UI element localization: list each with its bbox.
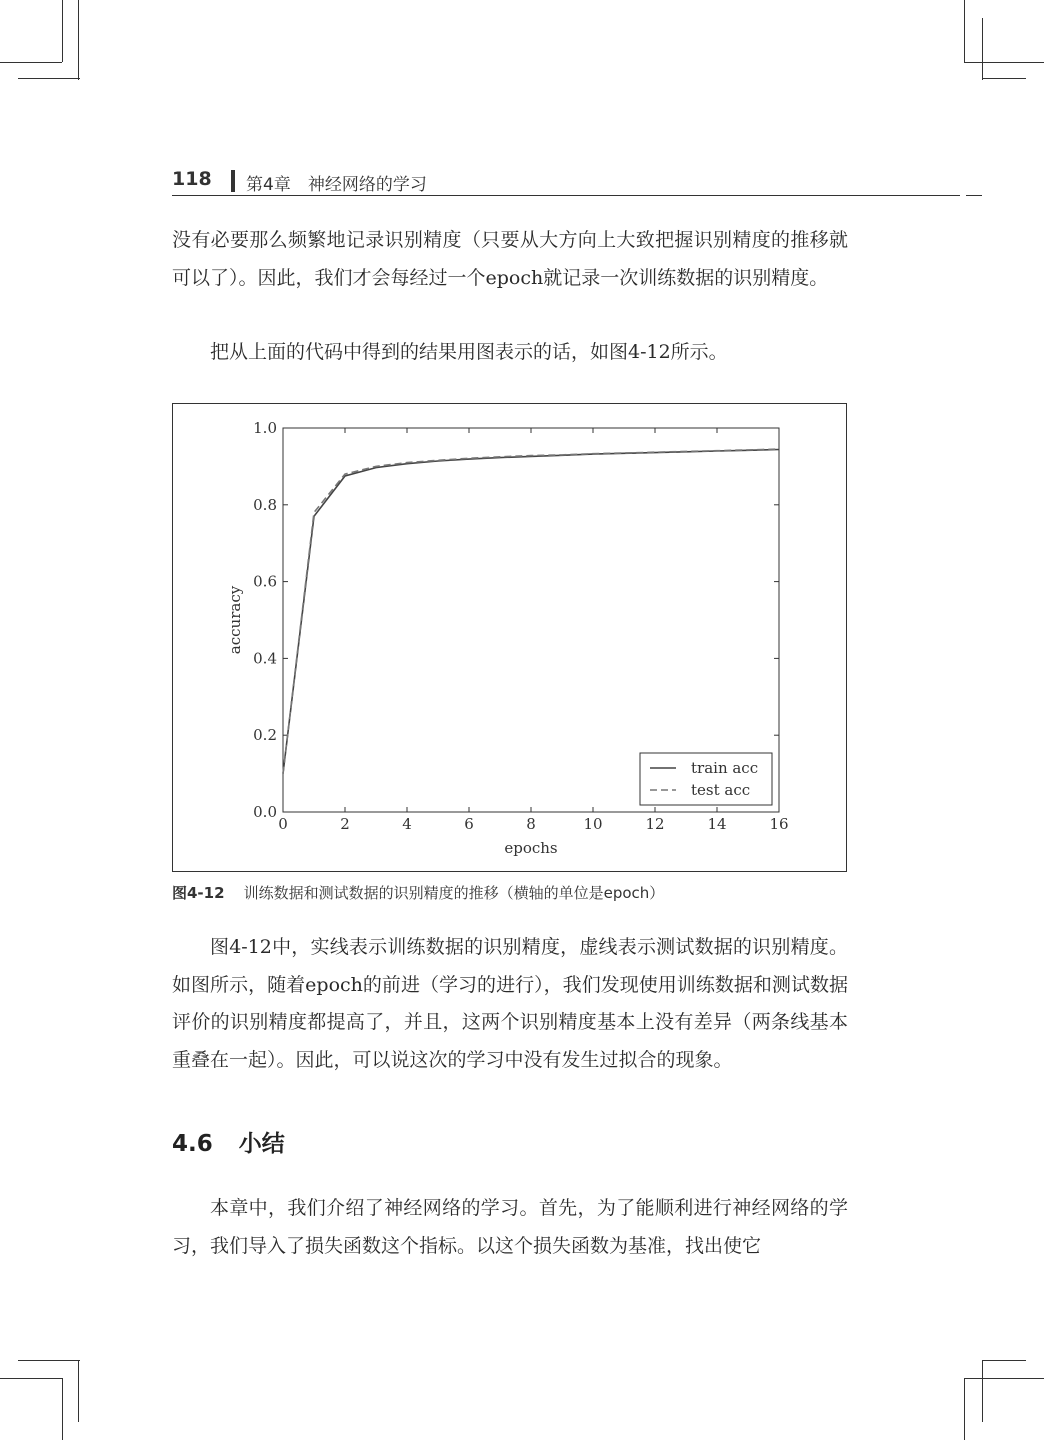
- y-tick-label: 0.8: [253, 495, 277, 514]
- section-title: 小结: [238, 1131, 285, 1157]
- x-tick-label: 14: [707, 815, 727, 833]
- crop-mark: [62, 0, 63, 62]
- crop-mark: [78, 0, 79, 80]
- legend-label: train acc: [691, 759, 759, 777]
- crop-mark: [18, 78, 80, 79]
- x-tick-label: 10: [583, 815, 603, 833]
- crop-mark: [982, 1360, 983, 1422]
- paragraph-1: 没有必要那么频繁地记录识别精度（只要从大方向上大致把握识别精度的推移就可以了）。因此，我们才会每经过一个epoch就记录一次训练数据的识别精度。: [172, 229, 848, 289]
- crop-mark: [964, 1378, 965, 1440]
- crop-mark: [964, 62, 1044, 63]
- x-axis-label: epochs: [504, 839, 558, 857]
- section-heading: [172, 1125, 311, 1158]
- series-line-1: [283, 449, 779, 773]
- x-tick-label: 16: [769, 815, 789, 833]
- x-tick-label: 2: [340, 815, 350, 833]
- y-tick-label: 0.4: [253, 649, 277, 668]
- crop-mark: [18, 1360, 80, 1361]
- figure-caption-label: 图4-12: [172, 884, 225, 902]
- figure-caption: [172, 882, 664, 903]
- x-tick-label: 0: [278, 815, 288, 833]
- header-divider: [231, 170, 235, 192]
- accuracy-chart: [173, 404, 846, 871]
- crop-mark: [982, 78, 1026, 79]
- paragraph-4: 本章中，我们介绍了神经网络的学习。首先，为了能顺利进行神经网络的学习，我们导入了损失函数这个指标。以这个损失函数为基准，找出使它: [172, 1197, 848, 1257]
- crop-mark: [0, 1378, 62, 1379]
- figure-caption-text: 训练数据和测试数据的识别精度的推移（横轴的单位是epoch）: [243, 884, 665, 902]
- section-number: 4.6: [172, 1131, 213, 1157]
- chapter-title: 第4章 神经网络的学习: [246, 175, 427, 195]
- crop-mark: [62, 1378, 63, 1440]
- y-tick-label: 1.0: [253, 419, 277, 437]
- crop-mark: [964, 1378, 1044, 1379]
- crop-mark: [78, 1360, 79, 1422]
- legend-label: test acc: [691, 781, 751, 799]
- y-tick-label: 0.6: [253, 572, 277, 591]
- x-tick-label: 12: [645, 815, 665, 833]
- paragraph-2: 把从上面的代码中得到的结果用图表示的话，如图4-12所示。: [210, 341, 728, 363]
- crop-mark: [982, 1360, 1026, 1361]
- y-axis-label: accuracy: [226, 585, 244, 655]
- crop-mark: [0, 62, 62, 63]
- crop-mark: [964, 0, 965, 62]
- x-tick-label: 4: [402, 815, 412, 833]
- y-tick-label: 0.2: [253, 726, 277, 745]
- figure-frame: [172, 403, 847, 872]
- series-line-0: [283, 450, 779, 774]
- header-rule: [172, 195, 960, 196]
- header-rule: [966, 195, 982, 196]
- paragraph-3: 图4-12中，实线表示训练数据的识别精度，虚线表示测试数据的识别精度。如图所示，随着epoch的前进（学习的进行），我们发现使用训练数据和测试数据评价的识别精度都提高了，并且，这两个识别精度基本上没有差异（两条线基本重叠在一起）。因此，可以说这次的学习中没有发生过拟合的现象。: [172, 936, 848, 1071]
- x-tick-label: 6: [464, 815, 474, 833]
- y-tick-label: 0.0: [253, 803, 277, 821]
- crop-mark: [982, 18, 983, 80]
- x-tick-label: 8: [526, 815, 536, 833]
- page-number: 118: [172, 168, 212, 190]
